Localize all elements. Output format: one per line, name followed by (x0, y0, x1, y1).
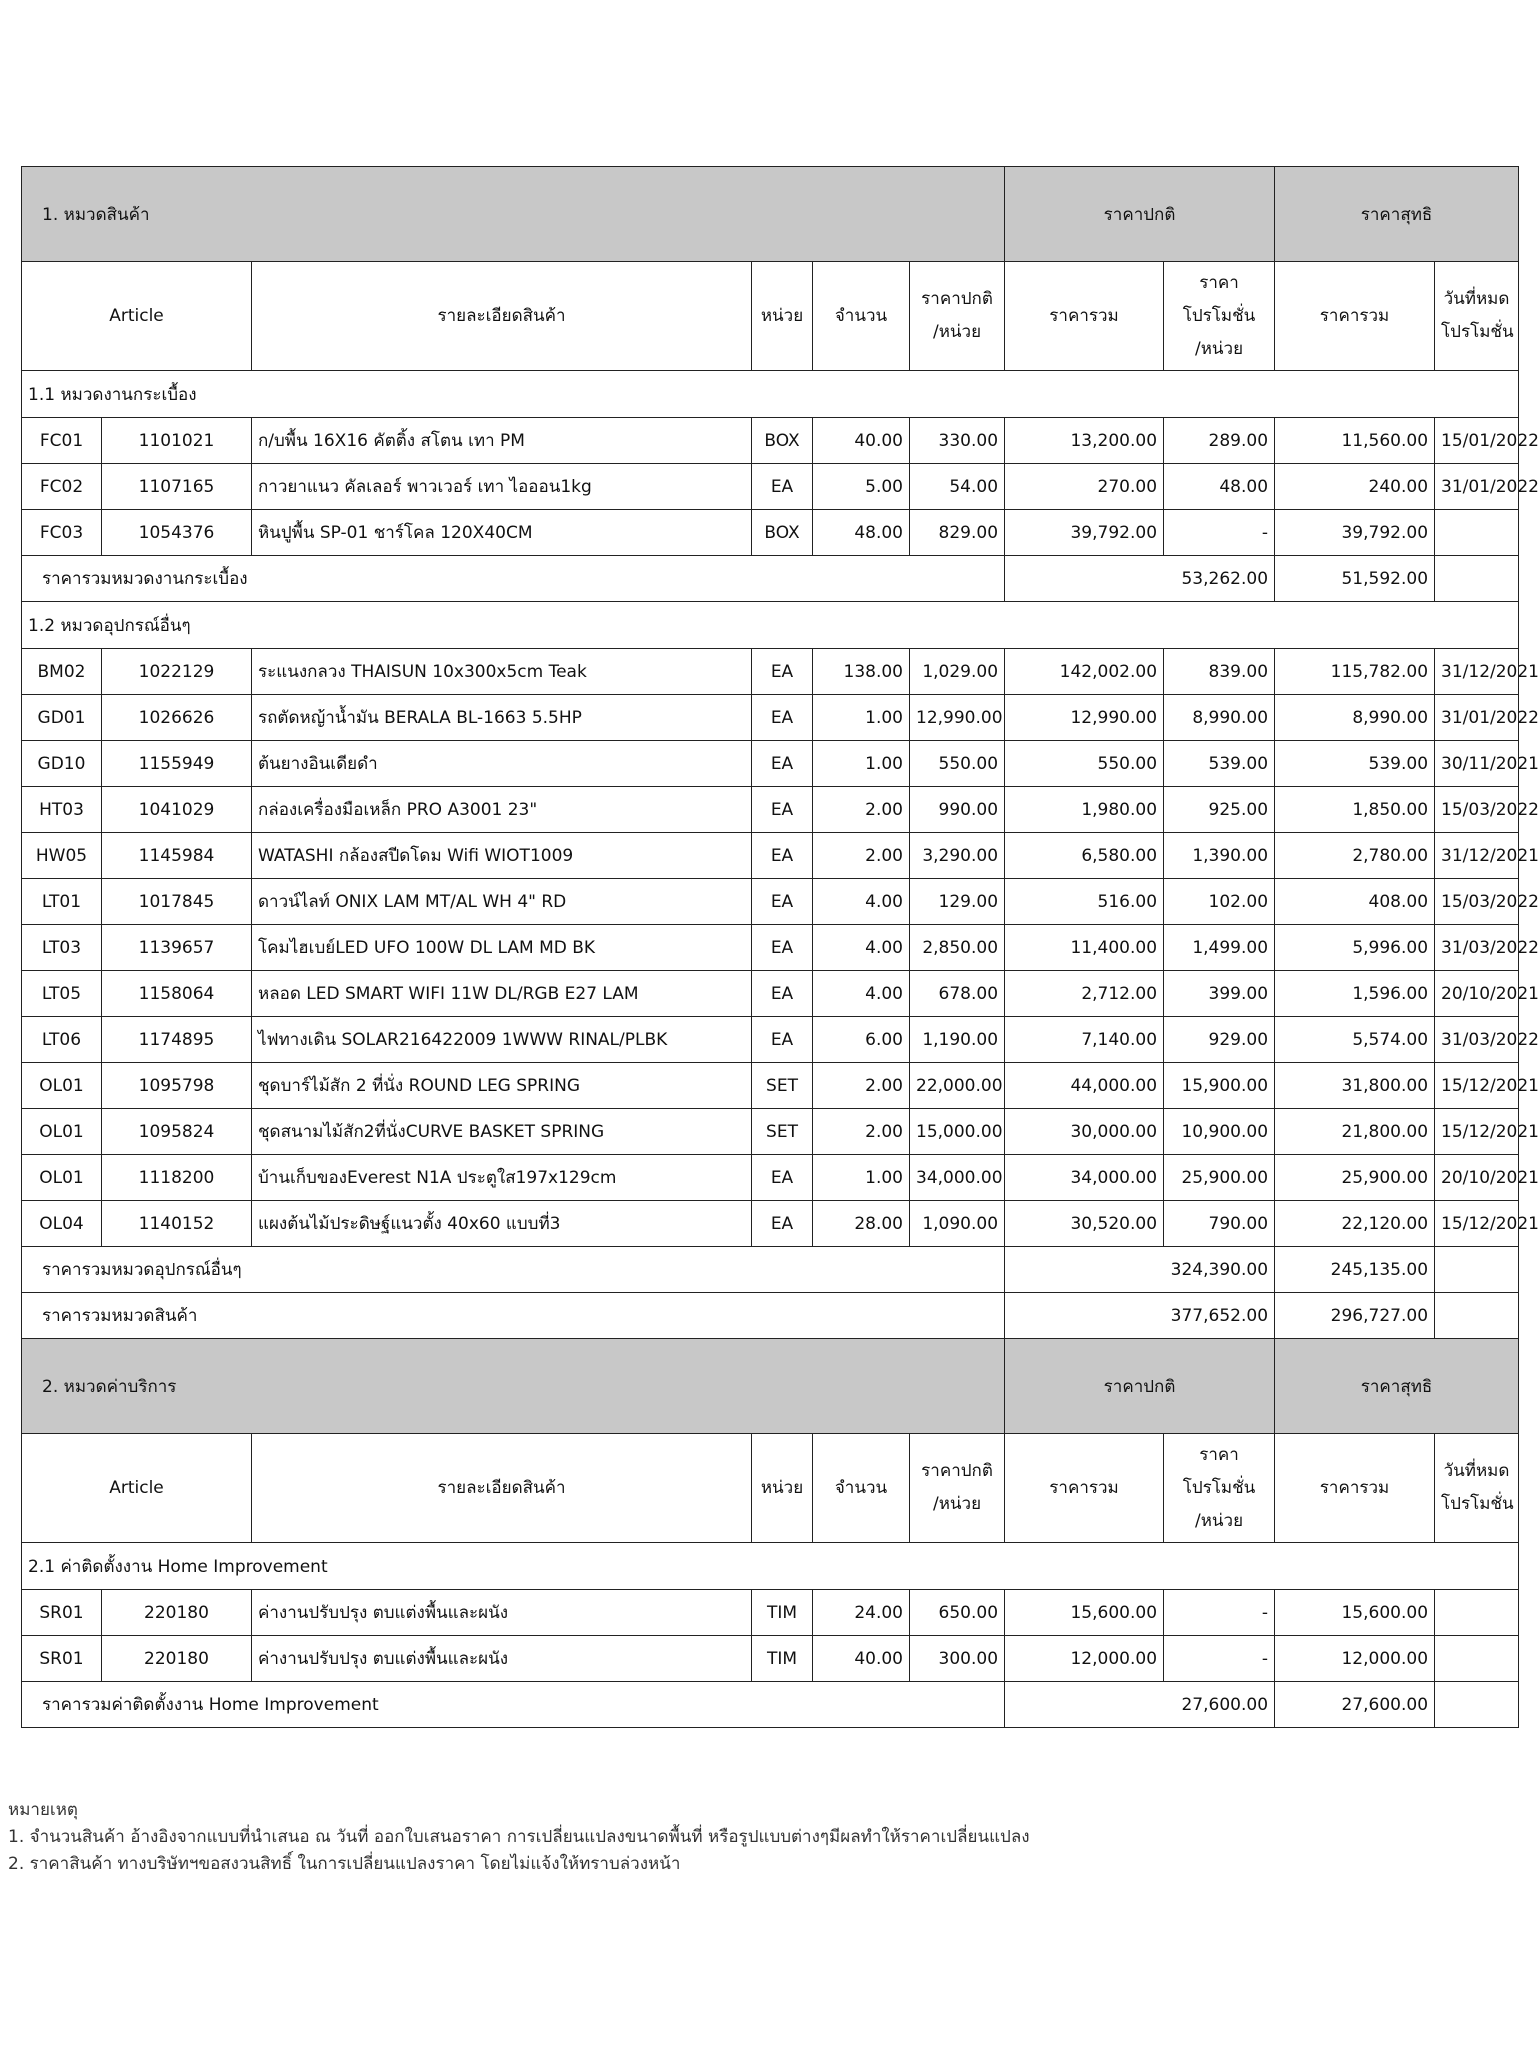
header-line: /หน่วย (932, 1494, 982, 1514)
net-price-header: ราคาสุทธิ (1275, 1339, 1519, 1434)
cell-unit: TIM (752, 1636, 813, 1682)
table-row (22, 695, 1519, 741)
col-regular-total: ราคารวม (1005, 262, 1164, 371)
cell-promo-end: 31/01/2022 (1435, 464, 1519, 510)
cell-net-total: 22,120.00 (1275, 1201, 1435, 1247)
header-line: /หน่วย (932, 322, 982, 342)
cell-article: 1107165 (102, 464, 252, 510)
cell-net-total: 5,574.00 (1275, 1017, 1435, 1063)
group-total-label: ราคารวมหมวดอุปกรณ์อื่นๆ (22, 1247, 1005, 1293)
section-total-row (22, 1293, 1519, 1339)
cell-description: ต้นยางอินเดียดำ (252, 741, 752, 787)
cell-qty: 6.00 (813, 1017, 910, 1063)
col-description: รายละเอียดสินค้า (252, 262, 752, 371)
header-line: ราคา (1199, 272, 1239, 293)
header-line: โปรโมชั่น (1182, 305, 1256, 326)
empty-cell (1435, 1247, 1519, 1293)
cell-qty: 24.00 (813, 1590, 910, 1636)
cell-article: 1026626 (102, 695, 252, 741)
table-row (22, 464, 1519, 510)
col-net-total: ราคารวม (1275, 262, 1435, 371)
group-header (22, 1543, 1519, 1590)
cell-article: 1022129 (102, 649, 252, 695)
cell-description: ก/บพื้น 16X16 คัตติ้ง สโตน เทา PM (252, 418, 752, 464)
group-total-regular: 324,390.00 (1005, 1247, 1275, 1293)
cell-net-total: 25,900.00 (1275, 1155, 1435, 1201)
cell-unit-price: 550.00 (910, 741, 1005, 787)
cell-qty: 4.00 (813, 879, 910, 925)
cell-qty: 4.00 (813, 925, 910, 971)
cell-promo-price: 8,990.00 (1164, 695, 1275, 741)
cell-description: รถตัดหญ้าน้ำมัน BERALA BL-1663 5.5HP (252, 695, 752, 741)
col-promo-end (1435, 262, 1519, 371)
cell-article: 1095798 (102, 1063, 252, 1109)
cell-regular-total: 2,712.00 (1005, 971, 1164, 1017)
cell-unit: EA (752, 649, 813, 695)
empty-cell (1435, 1293, 1519, 1339)
cell-unit: EA (752, 464, 813, 510)
cell-description: ชุดบาร์ไม้สัก 2 ที่นั่ง ROUND LEG SPRING (252, 1063, 752, 1109)
cell-article: 1139657 (102, 925, 252, 971)
regular-price-header: ราคาปกติ (1005, 1339, 1275, 1434)
cell-unit-price: 1,029.00 (910, 649, 1005, 695)
cell-article: 1155949 (102, 741, 252, 787)
col-promo-price (1164, 262, 1275, 371)
group-total-net: 27,600.00 (1275, 1682, 1435, 1728)
regular-price-header: ราคาปกติ (1005, 167, 1275, 262)
table-row (22, 787, 1519, 833)
cell-description: ไฟทางเดิน SOLAR216422009 1WWW RINAL/PLBK (252, 1017, 752, 1063)
cell-code: OL01 (22, 1109, 102, 1155)
col-article: Article (22, 1434, 252, 1543)
cell-promo-price: - (1164, 1590, 1275, 1636)
section-header (22, 1339, 1519, 1434)
cell-promo-end (1435, 1636, 1519, 1682)
section-total-label: ราคารวมหมวดสินค้า (22, 1293, 1005, 1339)
net-price-header: ราคาสุทธิ (1275, 167, 1519, 262)
group-total-label: ราคารวมค่าติดตั้งงาน Home Improvement (22, 1682, 1005, 1728)
cell-code: LT03 (22, 925, 102, 971)
cell-promo-end: 31/01/2022 (1435, 695, 1519, 741)
cell-regular-total: 1,980.00 (1005, 787, 1164, 833)
cell-regular-total: 44,000.00 (1005, 1063, 1164, 1109)
cell-regular-total: 30,000.00 (1005, 1109, 1164, 1155)
cell-article: 1158064 (102, 971, 252, 1017)
cell-article: 220180 (102, 1590, 252, 1636)
cell-qty: 2.00 (813, 1063, 910, 1109)
group-title: 1.2 หมวดอุปกรณ์อื่นๆ (22, 602, 1519, 649)
cell-net-total: 408.00 (1275, 879, 1435, 925)
cell-promo-end: 20/10/2021 (1435, 1155, 1519, 1201)
cell-unit: BOX (752, 418, 813, 464)
cell-unit-price: 34,000.00 (910, 1155, 1005, 1201)
column-header-row (22, 262, 1519, 371)
cell-unit: SET (752, 1063, 813, 1109)
cell-description: WATASHI กล้องสปีดโดม Wifi WIOT1009 (252, 833, 752, 879)
cell-code: BM02 (22, 649, 102, 695)
cell-promo-price: 1,390.00 (1164, 833, 1275, 879)
cell-promo-end: 31/12/2021 (1435, 833, 1519, 879)
cell-description: หินปูพื้น SP-01 ชาร์โคล 120X40CM (252, 510, 752, 556)
cell-qty: 138.00 (813, 649, 910, 695)
cell-promo-end: 20/10/2021 (1435, 971, 1519, 1017)
cell-regular-total: 270.00 (1005, 464, 1164, 510)
note-line: 2. ราคาสินค้า ทางบริษัทฯขอสงวนสิทธิ์ ในการเปลี่ยนแปลงราคา โดยไม่แจ้งให้ทราบล่วงหน้า (8, 1854, 681, 1874)
cell-promo-end: 31/03/2022 (1435, 925, 1519, 971)
cell-net-total: 240.00 (1275, 464, 1435, 510)
cell-code: GD01 (22, 695, 102, 741)
cell-unit: EA (752, 1017, 813, 1063)
cell-article: 1041029 (102, 787, 252, 833)
col-unit: หน่วย (752, 262, 813, 371)
header-line: โปรโมชั่น (1441, 1494, 1514, 1514)
cell-net-total: 115,782.00 (1275, 649, 1435, 695)
cell-qty: 1.00 (813, 1155, 910, 1201)
cell-code: FC02 (22, 464, 102, 510)
cell-promo-end: 15/03/2022 (1435, 787, 1519, 833)
col-unit-price (910, 1434, 1005, 1543)
group-total-label: ราคารวมหมวดงานกระเบื้อง (22, 556, 1005, 602)
header-line: โปรโมชั่น (1441, 322, 1514, 342)
cell-code: LT05 (22, 971, 102, 1017)
cell-promo-price: 929.00 (1164, 1017, 1275, 1063)
cell-promo-end: 15/12/2021 (1435, 1063, 1519, 1109)
notes-heading: หมายเหตุ (8, 1800, 78, 1820)
group-total-row (22, 1247, 1519, 1293)
cell-code: OL01 (22, 1063, 102, 1109)
cell-unit-price: 15,000.00 (910, 1109, 1005, 1155)
cell-unit: EA (752, 925, 813, 971)
cell-regular-total: 39,792.00 (1005, 510, 1164, 556)
header-line: /หน่วย (1194, 1510, 1244, 1531)
cell-regular-total: 34,000.00 (1005, 1155, 1164, 1201)
col-description: รายละเอียดสินค้า (252, 1434, 752, 1543)
section-total-regular: 377,652.00 (1005, 1293, 1275, 1339)
cell-regular-total: 516.00 (1005, 879, 1164, 925)
header-line: ราคาปกติ (921, 289, 993, 309)
cell-unit-price: 990.00 (910, 787, 1005, 833)
cell-code: OL04 (22, 1201, 102, 1247)
group-header (22, 602, 1519, 649)
cell-code: HT03 (22, 787, 102, 833)
cell-net-total: 11,560.00 (1275, 418, 1435, 464)
note-line: 1. จำนวนสินค้า อ้างอิงจากแบบที่นำเสนอ ณ วันที่ ออกใบเสนอราคา การเปลี่ยนแปลงขนาดพื้นที่ หรือรูปแบบต่างๆมีผลทำให้ราคาเปลี่ยนแปลง (8, 1827, 1030, 1847)
cell-unit-price: 3,290.00 (910, 833, 1005, 879)
header-line: /หน่วย (1194, 338, 1244, 359)
cell-regular-total: 13,200.00 (1005, 418, 1164, 464)
cell-description: ระแนงกลวง THAISUN 10x300x5cm Teak (252, 649, 752, 695)
cell-unit-price: 650.00 (910, 1590, 1005, 1636)
cell-promo-price: 539.00 (1164, 741, 1275, 787)
cell-unit: EA (752, 833, 813, 879)
cell-promo-price: 25,900.00 (1164, 1155, 1275, 1201)
header-line: ราคา (1199, 1444, 1239, 1465)
group-header (22, 371, 1519, 418)
cell-net-total: 39,792.00 (1275, 510, 1435, 556)
cell-qty: 48.00 (813, 510, 910, 556)
header-line: ราคาปกติ (921, 1461, 993, 1481)
group-total-regular: 27,600.00 (1005, 1682, 1275, 1728)
section-total-net: 296,727.00 (1275, 1293, 1435, 1339)
cell-promo-end: 15/03/2022 (1435, 879, 1519, 925)
cell-code: HW05 (22, 833, 102, 879)
cell-regular-total: 30,520.00 (1005, 1201, 1164, 1247)
cell-net-total: 31,800.00 (1275, 1063, 1435, 1109)
cell-promo-end: 31/12/2021 (1435, 649, 1519, 695)
cell-unit-price: 129.00 (910, 879, 1005, 925)
cell-promo-price: 790.00 (1164, 1201, 1275, 1247)
cell-unit-price: 22,000.00 (910, 1063, 1005, 1109)
table-row (22, 1063, 1519, 1109)
cell-unit: EA (752, 787, 813, 833)
cell-promo-price: 15,900.00 (1164, 1063, 1275, 1109)
cell-unit: SET (752, 1109, 813, 1155)
cell-code: LT06 (22, 1017, 102, 1063)
cell-net-total: 8,990.00 (1275, 695, 1435, 741)
section-header (22, 167, 1519, 262)
cell-promo-price: 925.00 (1164, 787, 1275, 833)
group-total-regular: 53,262.00 (1005, 556, 1275, 602)
cell-unit: BOX (752, 510, 813, 556)
col-regular-total: ราคารวม (1005, 1434, 1164, 1543)
cell-qty: 1.00 (813, 741, 910, 787)
cell-qty: 28.00 (813, 1201, 910, 1247)
table-row (22, 510, 1519, 556)
quotation-table (21, 166, 1539, 1728)
cell-article: 1174895 (102, 1017, 252, 1063)
cell-description: แผงต้นไม้ประดิษฐ์แนวตั้ง 40x60 แบบที่3 (252, 1201, 752, 1247)
table-row (22, 971, 1519, 1017)
cell-code: SR01 (22, 1590, 102, 1636)
col-qty: จำนวน (813, 262, 910, 371)
cell-net-total: 5,996.00 (1275, 925, 1435, 971)
cell-code: GD10 (22, 741, 102, 787)
group-total-row (22, 556, 1519, 602)
table-row (22, 1017, 1519, 1063)
cell-unit-price: 678.00 (910, 971, 1005, 1017)
table-row (22, 879, 1519, 925)
cell-code: OL01 (22, 1155, 102, 1201)
cell-promo-price: 48.00 (1164, 464, 1275, 510)
group-total-net: 245,135.00 (1275, 1247, 1435, 1293)
cell-unit-price: 330.00 (910, 418, 1005, 464)
col-unit: หน่วย (752, 1434, 813, 1543)
cell-code: LT01 (22, 879, 102, 925)
col-promo-end (1435, 1434, 1519, 1543)
cell-unit-price: 54.00 (910, 464, 1005, 510)
cell-unit-price: 1,090.00 (910, 1201, 1005, 1247)
cell-description: หลอด LED SMART WIFI 11W DL/RGB E27 LAM (252, 971, 752, 1017)
table-row (22, 1155, 1519, 1201)
cell-net-total: 12,000.00 (1275, 1636, 1435, 1682)
notes (8, 1797, 1030, 1878)
table-row (22, 833, 1519, 879)
table-row (22, 1109, 1519, 1155)
cell-unit-price: 829.00 (910, 510, 1005, 556)
cell-regular-total: 550.00 (1005, 741, 1164, 787)
table-row (22, 418, 1519, 464)
empty-cell (1435, 556, 1519, 602)
header-line: โปรโมชั่น (1182, 1477, 1256, 1498)
cell-promo-end: 15/12/2021 (1435, 1109, 1519, 1155)
cell-qty: 40.00 (813, 1636, 910, 1682)
column-header-row (22, 1434, 1519, 1543)
cell-unit-price: 12,990.00 (910, 695, 1005, 741)
cell-qty: 5.00 (813, 464, 910, 510)
cell-promo-price: - (1164, 1636, 1275, 1682)
cell-regular-total: 6,580.00 (1005, 833, 1164, 879)
section-title: 1. หมวดสินค้า (22, 167, 1005, 262)
col-qty: จำนวน (813, 1434, 910, 1543)
cell-description: กาวยาแนว คัลเลอร์ พาวเวอร์ เทา ไอออน1kg (252, 464, 752, 510)
cell-description: ดาวน์ไลท์ ONIX LAM MT/AL WH 4" RD (252, 879, 752, 925)
cell-regular-total: 7,140.00 (1005, 1017, 1164, 1063)
cell-description: ค่างานปรับปรุง ตบแต่งพื้นและผนัง (252, 1636, 752, 1682)
cell-qty: 2.00 (813, 833, 910, 879)
cell-description: โคมไฮเบย์LED UFO 100W DL LAM MD BK (252, 925, 752, 971)
cell-promo-end (1435, 1590, 1519, 1636)
cell-promo-price: - (1164, 510, 1275, 556)
cell-promo-price: 839.00 (1164, 649, 1275, 695)
header-line: วันที่หมด (1443, 289, 1510, 309)
cell-promo-end: 15/12/2021 (1435, 1201, 1519, 1247)
cell-description: ชุดสนามไม้สัก2ที่นั่งCURVE BASKET SPRING (252, 1109, 752, 1155)
cell-article: 1017845 (102, 879, 252, 925)
cell-description: ค่างานปรับปรุง ตบแต่งพื้นและผนัง (252, 1590, 752, 1636)
col-article: Article (22, 262, 252, 371)
cell-qty: 40.00 (813, 418, 910, 464)
cell-promo-price: 10,900.00 (1164, 1109, 1275, 1155)
table-row (22, 649, 1519, 695)
cell-net-total: 2,780.00 (1275, 833, 1435, 879)
cell-unit: EA (752, 1201, 813, 1247)
cell-regular-total: 142,002.00 (1005, 649, 1164, 695)
col-promo-price (1164, 1434, 1275, 1543)
group-title: 1.1 หมวดงานกระเบื้อง (22, 371, 1519, 418)
cell-article: 1054376 (102, 510, 252, 556)
cell-promo-price: 102.00 (1164, 879, 1275, 925)
cell-qty: 2.00 (813, 787, 910, 833)
col-net-total: ราคารวม (1275, 1434, 1435, 1543)
cell-unit-price: 1,190.00 (910, 1017, 1005, 1063)
cell-article: 1145984 (102, 833, 252, 879)
table-row (22, 925, 1519, 971)
section-title: 2. หมวดค่าบริการ (22, 1339, 1005, 1434)
cell-unit: EA (752, 695, 813, 741)
cell-unit: EA (752, 741, 813, 787)
group-title: 2.1 ค่าติดตั้งงาน Home Improvement (22, 1543, 1519, 1590)
cell-article: 1118200 (102, 1155, 252, 1201)
cell-promo-end: 31/03/2022 (1435, 1017, 1519, 1063)
table-row (22, 1201, 1519, 1247)
cell-promo-end: 30/11/2021 (1435, 741, 1519, 787)
cell-article: 220180 (102, 1636, 252, 1682)
empty-cell (1435, 1682, 1519, 1728)
cell-regular-total: 12,000.00 (1005, 1636, 1164, 1682)
cell-article: 1095824 (102, 1109, 252, 1155)
table-row (22, 1636, 1519, 1682)
cell-net-total: 539.00 (1275, 741, 1435, 787)
col-unit-price (910, 262, 1005, 371)
cell-code: SR01 (22, 1636, 102, 1682)
quotation-sheet (21, 166, 1539, 1728)
header-line: วันที่หมด (1443, 1461, 1510, 1481)
cell-unit-price: 300.00 (910, 1636, 1005, 1682)
cell-promo-end: 15/01/2022 (1435, 418, 1519, 464)
cell-regular-total: 12,990.00 (1005, 695, 1164, 741)
group-total-net: 51,592.00 (1275, 556, 1435, 602)
cell-unit: EA (752, 879, 813, 925)
cell-net-total: 15,600.00 (1275, 1590, 1435, 1636)
cell-unit: EA (752, 1155, 813, 1201)
cell-promo-price: 399.00 (1164, 971, 1275, 1017)
cell-promo-end (1435, 510, 1519, 556)
cell-promo-price: 289.00 (1164, 418, 1275, 464)
cell-regular-total: 15,600.00 (1005, 1590, 1164, 1636)
cell-unit: TIM (752, 1590, 813, 1636)
cell-qty: 1.00 (813, 695, 910, 741)
cell-qty: 2.00 (813, 1109, 910, 1155)
cell-net-total: 21,800.00 (1275, 1109, 1435, 1155)
cell-unit: EA (752, 971, 813, 1017)
cell-article: 1140152 (102, 1201, 252, 1247)
cell-unit-price: 2,850.00 (910, 925, 1005, 971)
table-row (22, 1590, 1519, 1636)
cell-article: 1101021 (102, 418, 252, 464)
cell-description: บ้านเก็บของEverest N1A ประตูใส197x129cm (252, 1155, 752, 1201)
cell-net-total: 1,850.00 (1275, 787, 1435, 833)
cell-code: FC01 (22, 418, 102, 464)
table-row (22, 741, 1519, 787)
cell-promo-price: 1,499.00 (1164, 925, 1275, 971)
cell-description: กล่องเครื่องมือเหล็ก PRO A3001 23" (252, 787, 752, 833)
cell-regular-total: 11,400.00 (1005, 925, 1164, 971)
cell-qty: 4.00 (813, 971, 910, 1017)
group-total-row (22, 1682, 1519, 1728)
cell-net-total: 1,596.00 (1275, 971, 1435, 1017)
cell-code: FC03 (22, 510, 102, 556)
